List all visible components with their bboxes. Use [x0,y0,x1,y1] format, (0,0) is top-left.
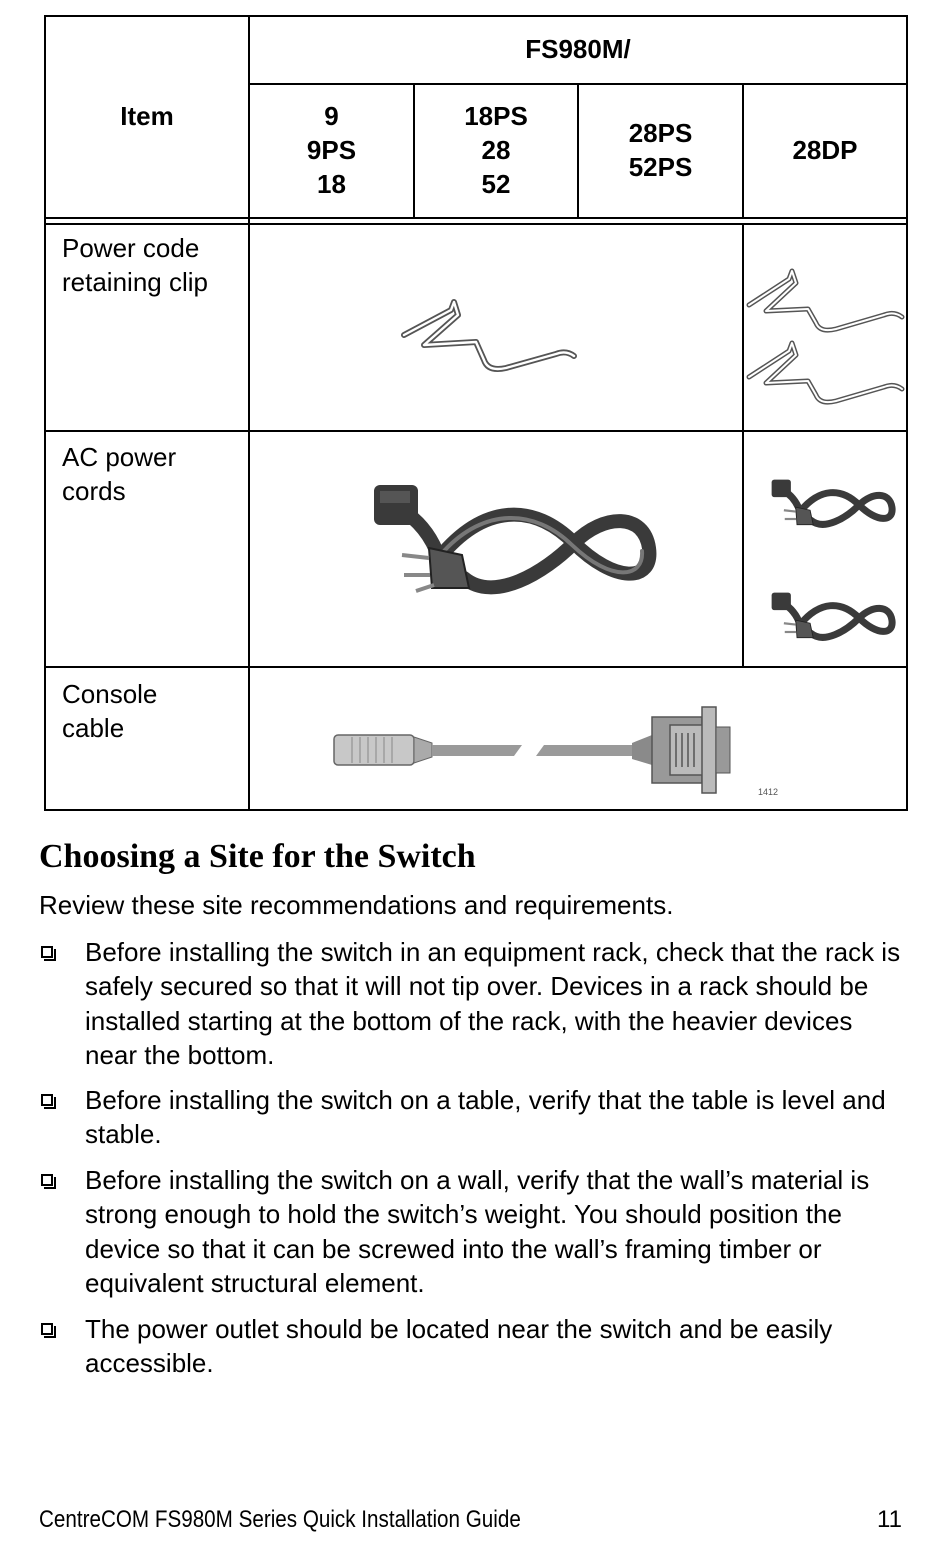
section-intro: Review these site recommendations and requirements. [39,890,674,920]
ac-power-cord-image [344,463,664,623]
checkbox-bullet-icon [41,946,53,958]
list-item-text: Before installing the switch in an equipment rack, check that the rack is safely secured so that it will not tip over. Devices in a rack should be installed starting at the bottom of the rack, with the heavier devices near the bottom. [85,937,901,1070]
checkbox-bullet-icon [41,1094,53,1106]
checkbox-bullet-icon [41,1174,53,1186]
row-label-ac-power-cords: AC power cords [62,442,177,506]
section-title: Choosing a Site for the Switch [39,838,476,875]
model-group-header: FS980M/ [525,34,631,64]
retaining-clip-image [744,337,906,407]
accessories-table [44,15,908,811]
checkbox-bullet-icon [41,1323,53,1335]
list-item-text: Before installing the switch on a wall, verify that the wall’s material is strong enough to hold the switch’s weight. You should position the device so that it can be screwed into the wall’s framing timber or equivalent structural element. [85,1165,870,1298]
model-column-header: 18PS 28 52 [464,101,528,199]
page-number: 11 [877,1506,902,1533]
footer-title: CentreCOM FS980M Series Quick Installation Guide [39,1506,521,1533]
item-column-header: Item [120,101,174,131]
row-label-console-cable: Console cable [62,679,158,743]
model-column-header: 28PS 52PS [628,118,693,182]
row-label-retaining-clip: Power code retaining clip [62,233,208,297]
retaining-clip-image [396,290,586,380]
list-item-text: The power outlet should be located near the switch and be easily accessible. [85,1314,833,1379]
list-item-text: Before installing the switch on a table, verify that the table is level and stable. [85,1085,886,1150]
ac-power-cord-image [756,470,901,540]
figure-number: 1412 [758,787,779,797]
model-column-header: 28DP [792,135,858,165]
model-column-header: 9 9PS 18 [306,101,357,199]
ac-power-cord-image [756,583,901,653]
retaining-clip-image [744,265,906,335]
console-cable-image [332,703,779,797]
